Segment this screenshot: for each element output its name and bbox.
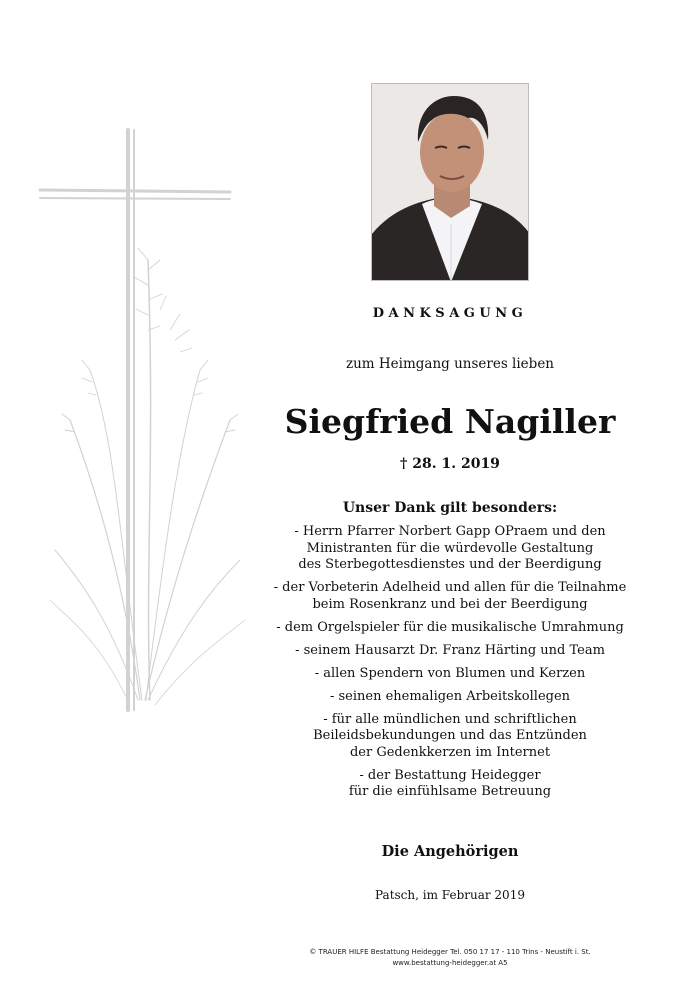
cross-with-grass-icon (30, 120, 260, 720)
thanks-item (250, 712, 650, 762)
thanks-item-line: - der Bestattung Heidegger (359, 767, 541, 783)
thanks-item (250, 689, 650, 706)
footer-line-1: © TRAUER HILFE Bestattung Heidegger Tel. 050 17 17 - 110 Trins - Neustift i. St. (309, 948, 591, 956)
thanks-item-line: - der Vorbeterin Adelheid und allen für die Teilnahme (273, 580, 627, 595)
thanks-item (250, 666, 650, 683)
thanks-item-line: für die einfühlsame Betreuung (348, 784, 552, 799)
thanks-heading: Unser Dank gilt besonders: (342, 500, 558, 516)
page-title: DANKSAGUNG (372, 306, 528, 321)
thanks-item-line: beim Rosenkranz und bei der Beerdigung (312, 596, 588, 612)
thanks-item-line: - allen Spendern von Blumen und Kerzen (314, 665, 586, 681)
thanks-list (250, 524, 650, 807)
footer-line-2: www.bestattung-heidegger.at A5 (392, 959, 508, 967)
thanks-item (250, 580, 650, 613)
thanks-item-line: Ministranten für die würdevolle Gestaltung (306, 540, 594, 556)
thanks-item-line: - seinen ehemaligen Arbeitskollegen (329, 688, 571, 704)
deceased-name: Siegfried Nagiller (284, 402, 616, 441)
place-date: Patsch, im Februar 2019 (375, 888, 525, 902)
thanks-item-line: des Sterbegottesdienstes und der Beerdigung (298, 557, 602, 572)
thanks-item-line: - für alle mündlichen und schriftlichen (323, 711, 577, 727)
death-date: † 28. 1. 2019 (400, 456, 500, 472)
thanks-item-line: Beileidsbekundungen und das Entzünden (313, 728, 587, 743)
portrait-photo (371, 83, 529, 281)
thanks-item (250, 524, 650, 574)
thanks-item-line: - seinem Hausarzt Dr. Franz Härting und Team (295, 642, 605, 658)
thanks-item (250, 643, 650, 660)
thanks-item-line: - dem Orgelspieler für die musikalische Umrahmung (276, 619, 624, 635)
signature: Die Angehörigen (381, 843, 519, 860)
thanks-item (250, 768, 650, 801)
intro-text: zum Heimgang unseres lieben (345, 356, 555, 372)
thanks-item-line: der Gedenkkerzen im Internet (349, 744, 551, 760)
thanks-item (250, 620, 650, 637)
footer (250, 947, 650, 969)
thanks-item-line: - Herrn Pfarrer Norbert Gapp OPraem und den (294, 524, 606, 539)
